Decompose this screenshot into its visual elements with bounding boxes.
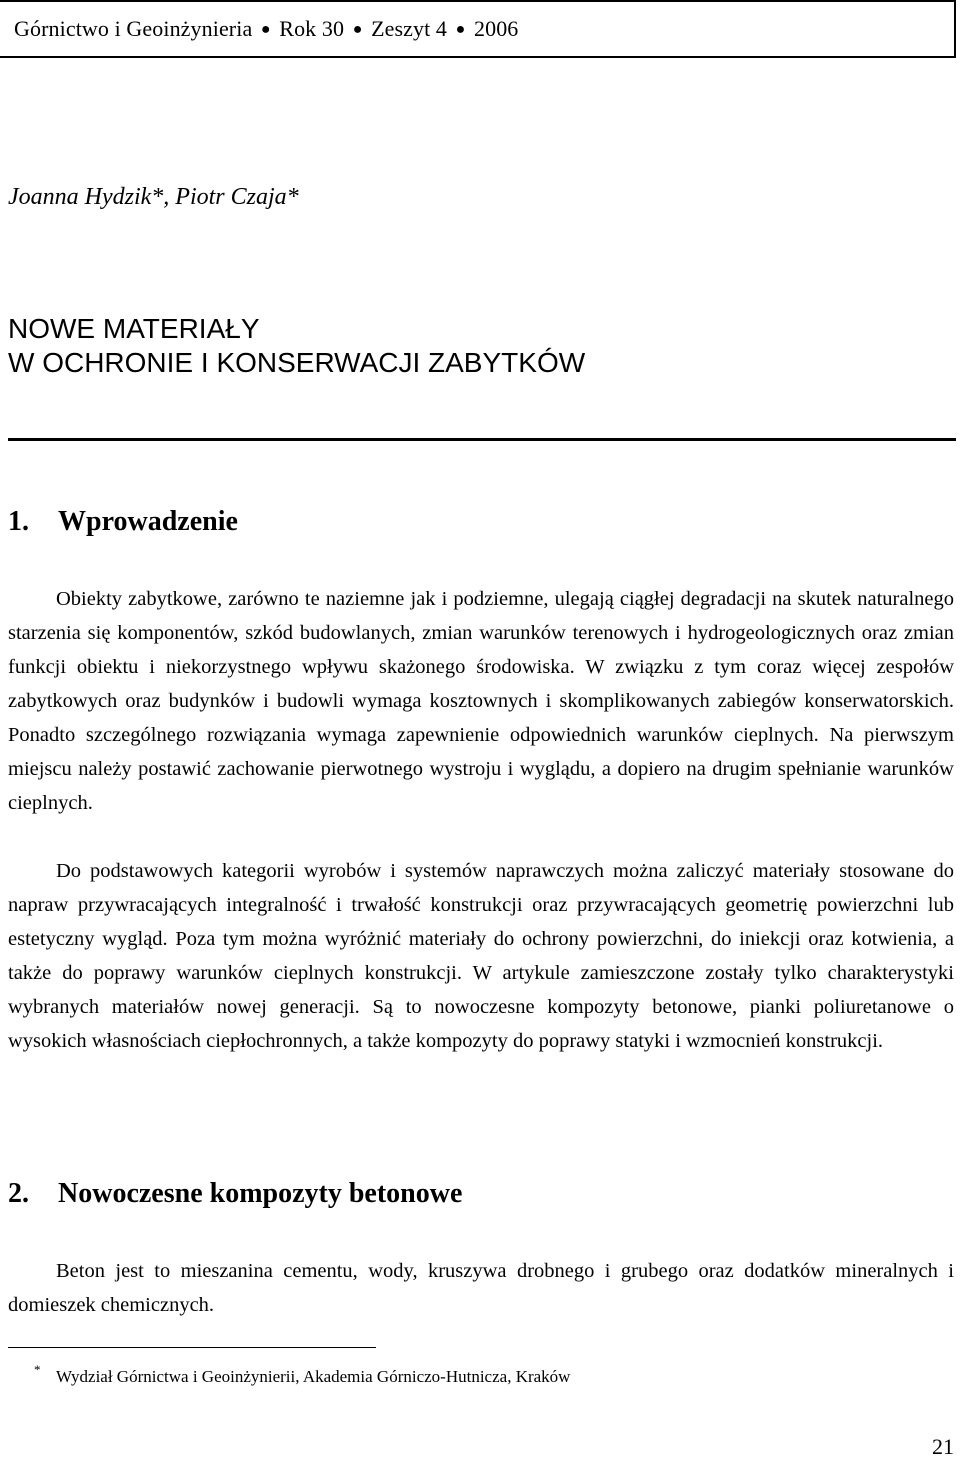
article-title bbox=[8, 312, 585, 380]
section-heading bbox=[8, 506, 238, 538]
page-number: 21 bbox=[932, 1434, 954, 1459]
body-paragraph: Beton jest to mieszanina cementu, wody, kruszywa drobnego i grubego oraz dodatków mineralnych i domieszek chemicznych. bbox=[8, 1260, 954, 1316]
footnote-divider bbox=[8, 1347, 376, 1348]
journal-citation bbox=[14, 16, 518, 42]
footnote-text: Wydział Górnictwa i Geoinżynierii, Akademia Górniczo-Hutnicza, Kraków bbox=[56, 1367, 571, 1386]
footnote-mark: * bbox=[34, 1362, 41, 1377]
journal-header bbox=[0, 0, 956, 58]
journal-year: Rok 30 bbox=[279, 16, 345, 41]
title-line-2: W OCHRONIE I KONSERWACJI ZABYTKÓW bbox=[8, 347, 586, 378]
journal-date: 2006 bbox=[474, 16, 519, 41]
body-paragraph: Obiekty zabytkowe, zarówno te naziemne jak i podziemne, ulegają ciągłej degradacji na skutek naturalnego starzenia się komponentów, szkód budowlanych, zmian warunków terenowych i hydrogeologicznych oraz zmian funkcji obiektu i niekorzystnego wpływu skażonego środowiska. W związku z tym coraz więcej zespołów zabytkowych oraz budynków i budowli wymaga kosztownych i skomplikowanych zabiegów konserwatorskich. Ponadto szczególnego rozwiązania wymaga zapewnienie odpowiednich warunków cieplnych. Na pierwszym miejscu należy postawić zachowanie pierwotnego wystroju i wyglądu, a dopiero na drugim spełnianie warunków cieplnych. bbox=[8, 588, 954, 814]
bullet-icon: ● bbox=[455, 21, 466, 38]
journal-issue: Zeszyt 4 bbox=[371, 16, 448, 41]
section-number: 2. bbox=[8, 1178, 29, 1209]
title-line-1: NOWE MATERIAŁY bbox=[8, 313, 260, 344]
bullet-icon: ● bbox=[352, 21, 363, 38]
footnote bbox=[8, 1362, 570, 1387]
section-heading bbox=[8, 1178, 462, 1210]
section-title: Wprowadzenie bbox=[58, 506, 238, 537]
section-title: Nowoczesne kompozyty betonowe bbox=[58, 1178, 463, 1209]
body-paragraph: Do podstawowych kategorii wyrobów i systemów naprawczych można zaliczyć materiały stosowane do napraw przywracających integralność i trwałość konstrukcji oraz przywracających geometrię powierzchni lub estetyczny wygląd. Poza tym można wyróżnić materiały do ochrony powierzchni, do iniekcji oraz kotwienia, a także do poprawy warunków cieplnych konstrukcji. W artykule zamieszczone zostały tylko charakterystyki wybranych materiałów nowej generacji. Są to nowoczesne kompozyty betonowe, pianki poliuretanowe o wysokich własnościach ciepłochronnych, a także kompozyty do poprawy statyki i wzmocnień konstrukcji. bbox=[8, 860, 954, 1052]
bullet-icon: ● bbox=[260, 21, 271, 38]
authors: Joanna Hydzik*, Piotr Czaja* bbox=[8, 184, 299, 210]
journal-name: Górnictwo i Geoinżynieria bbox=[14, 16, 253, 41]
section-number: 1. bbox=[8, 506, 29, 537]
title-divider bbox=[8, 438, 956, 441]
